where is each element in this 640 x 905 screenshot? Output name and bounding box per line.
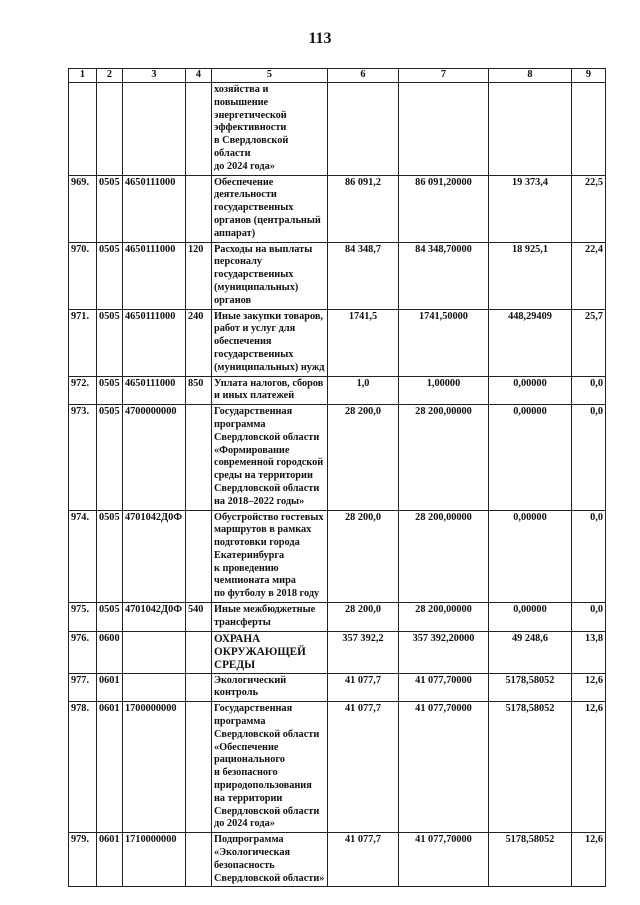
section-code: 0505 — [97, 405, 123, 510]
section-code: 0601 — [97, 673, 123, 702]
plan-amount: 28 200,0 — [328, 603, 399, 632]
expense-name: Обустройство гостевых маршрутов в рамках подготовки города Екатеринбурга к проведению чемпионата мира по футболу в 2018 году — [212, 510, 328, 603]
plan-amount-precise — [399, 83, 489, 176]
expense-type-code — [186, 631, 212, 673]
expense-type-code: 120 — [186, 242, 212, 309]
expense-type-code: 240 — [186, 309, 212, 376]
execution-percent — [572, 83, 606, 176]
expense-type-code: 540 — [186, 603, 212, 632]
execution-percent: 13,8 — [572, 631, 606, 673]
expense-type-code — [186, 405, 212, 510]
row-number: 972. — [69, 376, 97, 405]
actual-amount: 18 925,1 — [489, 242, 572, 309]
actual-amount: 5178,58052 — [489, 673, 572, 702]
expense-name: Расходы на выплаты персоналу государственных (муниципальных) органов — [212, 242, 328, 309]
expense-type-code — [186, 83, 212, 176]
expense-type-code — [186, 673, 212, 702]
execution-percent: 12,6 — [572, 673, 606, 702]
actual-amount: 0,00000 — [489, 376, 572, 405]
table-row — [69, 175, 606, 242]
target-article-code: 4650111000 — [123, 376, 186, 405]
table-row — [69, 405, 606, 510]
table-row — [69, 603, 606, 632]
expense-name: Государственная программа Свердловской области «Обеспечение рационального и безопасного природопользования на территории Свердловской области до 2024 года» — [212, 702, 328, 833]
col-header: 4 — [186, 69, 212, 83]
expense-name: Государственная программа Свердловской области «Формирование современной городской среды на территории Свердловской области на 2018–2022 годы» — [212, 405, 328, 510]
col-header: 8 — [489, 69, 572, 83]
target-article-code — [123, 673, 186, 702]
section-code: 0505 — [97, 376, 123, 405]
plan-amount: 28 200,0 — [328, 510, 399, 603]
actual-amount: 49 248,6 — [489, 631, 572, 673]
expense-name: Уплата налогов, сборов и иных платежей — [212, 376, 328, 405]
plan-amount: 1,0 — [328, 376, 399, 405]
table-row — [69, 309, 606, 376]
expense-type-code — [186, 510, 212, 603]
execution-percent: 0,0 — [572, 510, 606, 603]
plan-amount-precise: 28 200,00000 — [399, 510, 489, 603]
section-code: 0601 — [97, 833, 123, 887]
expense-type-code: 850 — [186, 376, 212, 405]
expense-type-code — [186, 833, 212, 887]
execution-percent: 0,0 — [572, 603, 606, 632]
section-code: 0505 — [97, 603, 123, 632]
expense-type-code — [186, 702, 212, 833]
row-number: 977. — [69, 673, 97, 702]
actual-amount: 0,00000 — [489, 510, 572, 603]
actual-amount: 5178,58052 — [489, 833, 572, 887]
col-header: 5 — [212, 69, 328, 83]
section-code — [97, 83, 123, 176]
target-article-code: 4700000000 — [123, 405, 186, 510]
actual-amount: 448,29409 — [489, 309, 572, 376]
table-row — [69, 833, 606, 887]
execution-percent: 0,0 — [572, 405, 606, 510]
plan-amount: 28 200,0 — [328, 405, 399, 510]
plan-amount: 86 091,2 — [328, 175, 399, 242]
expense-type-code — [186, 175, 212, 242]
actual-amount: 0,00000 — [489, 405, 572, 510]
section-code: 0505 — [97, 510, 123, 603]
plan-amount-precise: 28 200,00000 — [399, 405, 489, 510]
execution-percent: 12,6 — [572, 702, 606, 833]
plan-amount: 41 077,7 — [328, 673, 399, 702]
plan-amount: 41 077,7 — [328, 702, 399, 833]
actual-amount: 0,00000 — [489, 603, 572, 632]
expense-name: Подпрограмма «Экологическая безопасность Свердловской области» — [212, 833, 328, 887]
plan-amount-precise: 41 077,70000 — [399, 833, 489, 887]
plan-amount: 1741,5 — [328, 309, 399, 376]
table-row — [69, 242, 606, 309]
table-row — [69, 510, 606, 603]
target-article-code: 4701042Д0Ф — [123, 510, 186, 603]
plan-amount-precise: 357 392,20000 — [399, 631, 489, 673]
expense-name: Иные межбюджетные трансферты — [212, 603, 328, 632]
row-number: 973. — [69, 405, 97, 510]
plan-amount: 357 392,2 — [328, 631, 399, 673]
row-number: 979. — [69, 833, 97, 887]
col-header: 2 — [97, 69, 123, 83]
row-number: 971. — [69, 309, 97, 376]
plan-amount-precise: 28 200,00000 — [399, 603, 489, 632]
target-article-code: 4701042Д0Ф — [123, 603, 186, 632]
plan-amount-precise: 41 077,70000 — [399, 702, 489, 833]
execution-percent: 22,5 — [572, 175, 606, 242]
col-header: 9 — [572, 69, 606, 83]
table-row — [69, 376, 606, 405]
table-row — [69, 702, 606, 833]
plan-amount-precise: 41 077,70000 — [399, 673, 489, 702]
target-article-code: 4650111000 — [123, 175, 186, 242]
plan-amount: 41 077,7 — [328, 833, 399, 887]
col-header: 7 — [399, 69, 489, 83]
row-number: 978. — [69, 702, 97, 833]
row-number: 969. — [69, 175, 97, 242]
section-code: 0600 — [97, 631, 123, 673]
execution-percent: 0,0 — [572, 376, 606, 405]
plan-amount: 84 348,7 — [328, 242, 399, 309]
execution-percent: 22,4 — [572, 242, 606, 309]
table-row — [69, 83, 606, 176]
row-number — [69, 83, 97, 176]
actual-amount — [489, 83, 572, 176]
plan-amount — [328, 83, 399, 176]
target-article-code — [123, 83, 186, 176]
page-number: 113 — [308, 30, 332, 47]
row-number: 974. — [69, 510, 97, 603]
row-number: 975. — [69, 603, 97, 632]
plan-amount-precise: 1741,50000 — [399, 309, 489, 376]
section-code: 0505 — [97, 309, 123, 376]
expense-name: Иные закупки товаров, работ и услуг для обеспечения государственных (муниципальных) нужд — [212, 309, 328, 376]
table-row — [69, 631, 606, 673]
execution-percent: 25,7 — [572, 309, 606, 376]
row-number: 970. — [69, 242, 97, 309]
table-row — [69, 673, 606, 702]
section-code: 0601 — [97, 702, 123, 833]
expense-name: Экологический контроль — [212, 673, 328, 702]
section-code: 0505 — [97, 175, 123, 242]
expense-name: ОХРАНА ОКРУЖАЮЩЕЙ СРЕДЫ — [212, 631, 328, 673]
expense-name: хозяйства и повышение энергетической эффективности в Свердловской области до 2024 года» — [212, 83, 328, 176]
target-article-code: 1710000000 — [123, 833, 186, 887]
col-header: 1 — [69, 69, 97, 83]
section-code: 0505 — [97, 242, 123, 309]
expense-name: Обеспечение деятельности государственных органов (центральный аппарат) — [212, 175, 328, 242]
target-article-code: 4650111000 — [123, 242, 186, 309]
row-number: 976. — [69, 631, 97, 673]
actual-amount: 5178,58052 — [489, 702, 572, 833]
execution-percent: 12,6 — [572, 833, 606, 887]
actual-amount: 19 373,4 — [489, 175, 572, 242]
target-article-code: 4650111000 — [123, 309, 186, 376]
header-row — [69, 69, 606, 83]
col-header: 6 — [328, 69, 399, 83]
col-header: 3 — [123, 69, 186, 83]
target-article-code: 1700000000 — [123, 702, 186, 833]
target-article-code — [123, 631, 186, 673]
plan-amount-precise: 84 348,70000 — [399, 242, 489, 309]
plan-amount-precise: 1,00000 — [399, 376, 489, 405]
plan-amount-precise: 86 091,20000 — [399, 175, 489, 242]
budget-table — [68, 68, 606, 887]
